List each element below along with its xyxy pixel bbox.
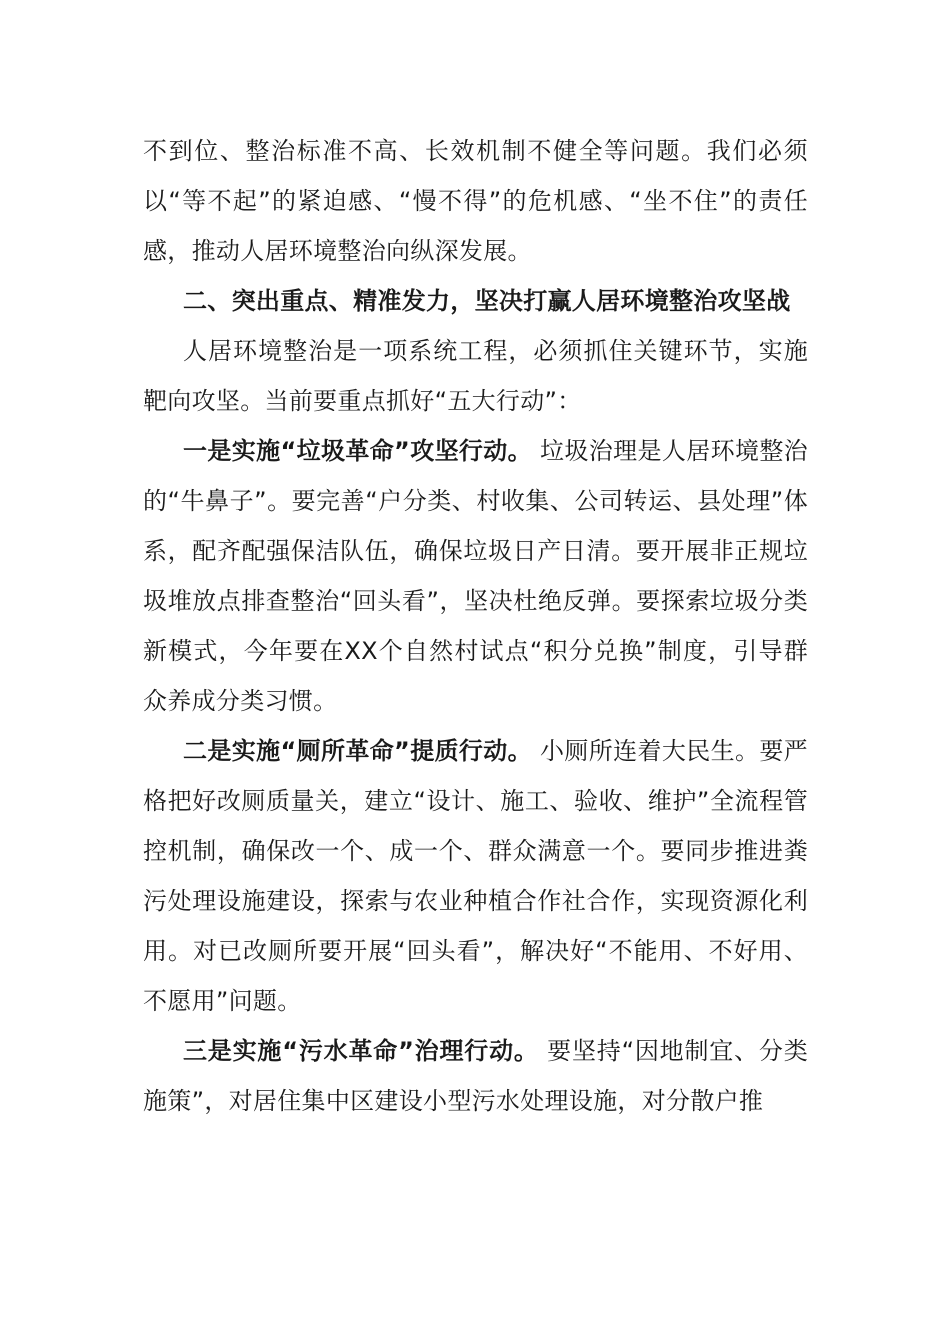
action-item-garbage bbox=[143, 426, 808, 726]
section-intro-text: 人居环境整治是一项系统工程，必须抓住关键环节，实施靶向攻坚。当前要重点抓好“五大行动”： bbox=[143, 337, 808, 415]
intro-continuation-text: 不到位、整治标准不高、长效机制不健全等问题。我们必须以“等不起”的紧迫感、“慢不得”的危机感、“坐不住”的责任感，推动人居环境整治向纵深发展。 bbox=[143, 137, 808, 265]
section-heading-text: 二、突出重点、精准发力，坚决打赢人居环境整治攻坚战 bbox=[183, 287, 791, 315]
intro-continuation-paragraph bbox=[143, 126, 808, 276]
document-body bbox=[143, 126, 808, 1126]
section-intro-paragraph bbox=[143, 326, 808, 426]
action-item-body: 小厕所连着大民生。要严格把好改厕质量关，建立“设计、施工、验收、维护”全流程管控机制，确保改一个、成一个、群众满意一个。要同步推进粪污处理设施建设，探索与农业种植合作社合作，实现资源化利用。对已改厕所要开展“回头看”，解决好“不能用、不好用、不愿用”问题。 bbox=[143, 737, 808, 1015]
action-item-sewage bbox=[143, 1026, 808, 1126]
action-item-lead: 一是实施“垃圾革命”攻坚行动。 bbox=[183, 437, 533, 465]
action-item-lead: 二是实施“厕所革命”提质行动。 bbox=[183, 737, 533, 765]
action-item-body: 要坚持“因地制宜、分类施策”，对居住集中区建设小型污水处理设施，对分散户推 bbox=[143, 1037, 809, 1115]
section-heading bbox=[143, 276, 808, 326]
action-item-toilet bbox=[143, 726, 808, 1026]
action-item-body: 垃圾治理是人居环境整治的“牛鼻子”。要完善“户分类、村收集、公司转运、县处理”体系，配齐配强保洁队伍，确保垃圾日产日清。要开展非正规垃圾堆放点排查整治“回头看”，坚决杜绝反弹。要探索垃圾分类新模式，今年要在XX个自然村试点“积分兑换”制度，引导群众养成分类习惯。 bbox=[143, 437, 808, 715]
action-item-lead: 三是实施“污水革命”治理行动。 bbox=[183, 1037, 539, 1065]
